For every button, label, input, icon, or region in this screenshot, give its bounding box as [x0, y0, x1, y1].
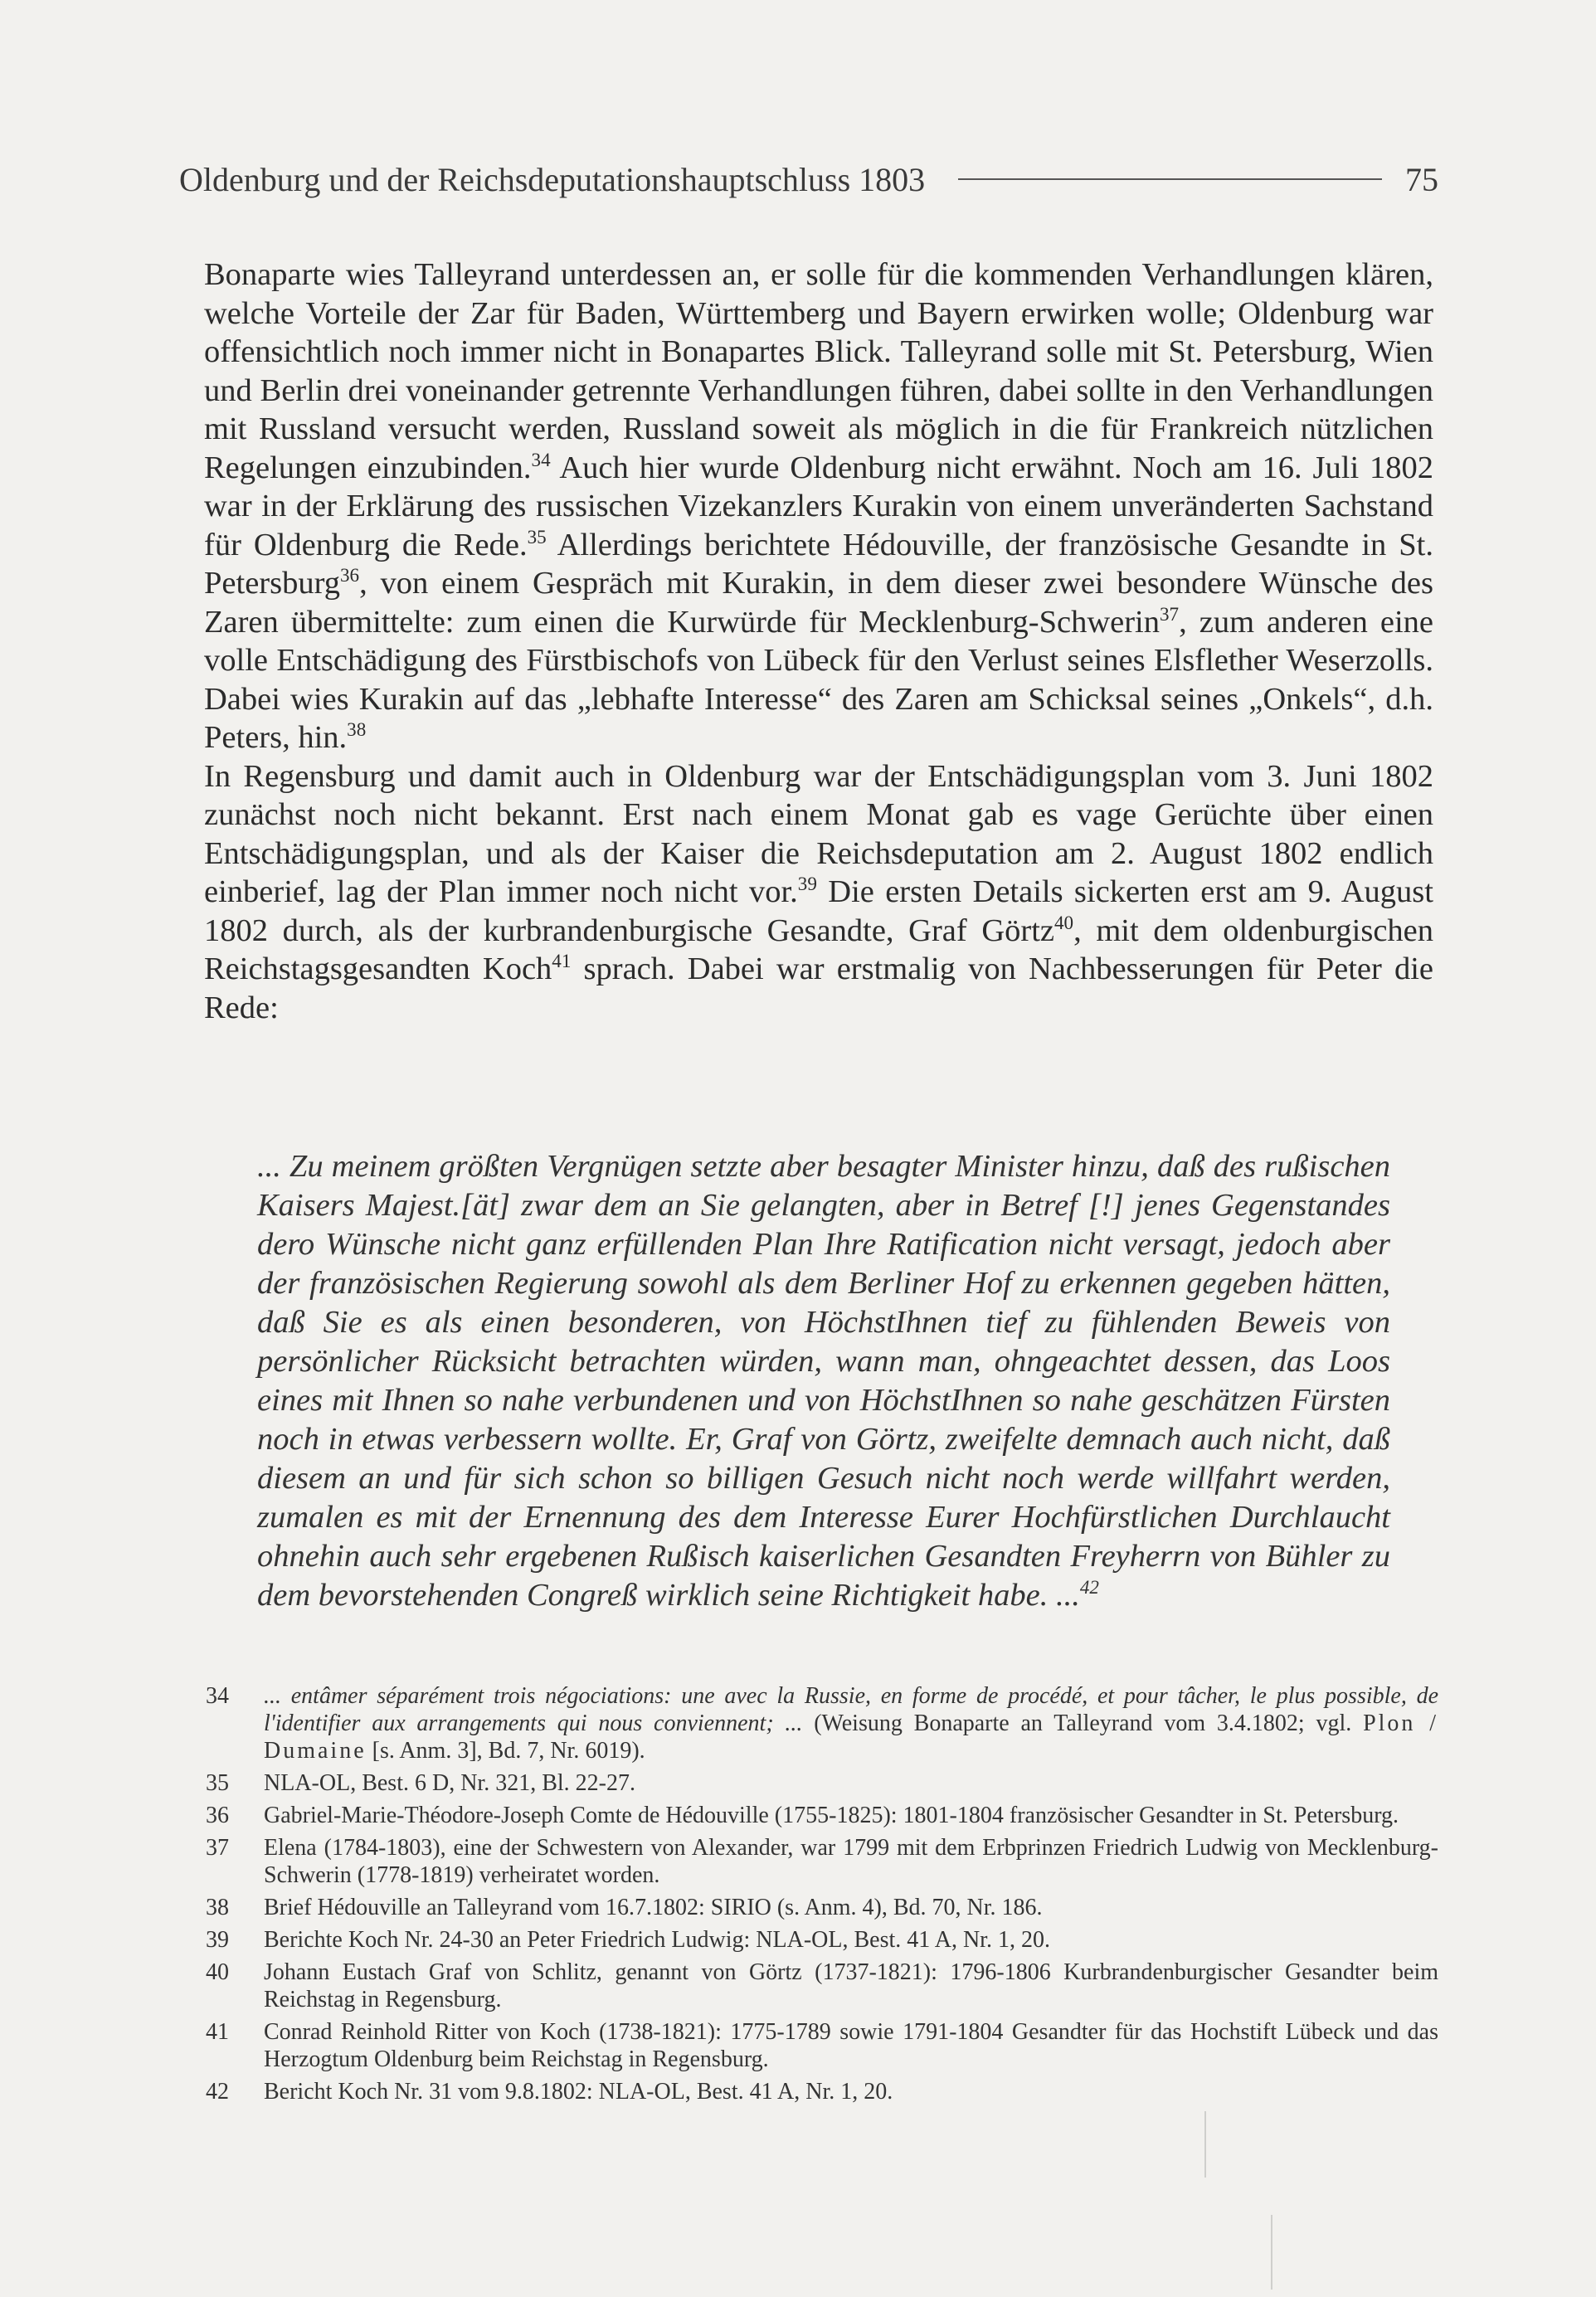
footnote-text: Elena (1784-1803), eine der Schwestern von Alexander, war 1799 mit dem Erbprinzen Friedrich Ludwig von Mecklenburg-Schwerin (1778-1819) verheiratet worden.: [264, 1835, 1438, 1888]
footnote-text: ... entâmer séparément trois négociations: une avec la Russie, en forme de procédé, et pour tâcher, le plus possible, de l'identifier aux arrangements qui nous conviennent; ... (Weisung Bonaparte an Talleyrand vom 3.4.1802; vgl. Plon / Dumaine [s. Anm. 3], Bd. 7, Nr. 6019).: [264, 1683, 1438, 1764]
footnote-text: Bericht Koch Nr. 31 vom 9.8.1802: NLA-OL, Best. 41 A, Nr. 1, 20.: [264, 2079, 893, 2105]
footnote-ref-37[interactable]: 37: [1160, 602, 1180, 625]
footnote-number: 39: [206, 1927, 229, 1953]
footnote-ref-41[interactable]: 41: [552, 950, 572, 972]
footnote-ref-35[interactable]: 35: [527, 525, 547, 547]
paragraph: In Regensburg und damit auch in Oldenburg war der Entschädigungsplan vom 3. Juni 1802 zunächst noch nicht bekannt. Erst nach einem Monat gab es vage Gerüchte über einen Entschädigungsplan, und als der Kaiser die Reichsdeputation am 2. August 1802 endlich einberief, lag der Plan immer noch nicht vor.$^{39}$ Die ersten Details sickerten erst am 9. August 1802 durch, als der kurbrandenburgische Gesandte, Graf Görtz$^{40}$, mit dem oldenburgischen Reichstagsgesandten Koch$^{41}$ sprach. Dabei war erstmalig von Nachbesserungen für Peter die Rede:: [204, 758, 1434, 1025]
footnotes: [206, 1682, 1438, 2110]
footnote-text: NLA-OL, Best. 6 D, Nr. 321, Bl. 22-27.: [264, 1770, 635, 1796]
paragraph: Bonaparte wies Talleyrand unterdessen an, er solle für die kommenden Verhandlungen klären, welche Vorteile der Zar für Baden, Württemberg und Bayern erwirken wolle; Oldenburg war offensichtlich noch immer nicht in Bonapartes Blick. Talleyrand solle mit St. Petersburg, Wien und Berlin drei voneinander getrennte Verhandlungen führen, dabei sollte in den Verhandlungen mit Russland versucht werden, Russland soweit als möglich in die für Frankreich nützlichen Regelungen einzubinden.$^{34}$ Auch hier wurde Oldenburg nicht erwähnt. Noch am 16. Juli 1802 war in der Erklärung des russischen Vizekanzlers Kurakin von einem unveränderten Sachstand für Oldenburg die Rede.$^{35}$ Allerdings berichtete Hédouville, der französische Gesandte in St. Petersburg$^{36}$, von einem Gespräch mit Kurakin, in dem dieser zwei besondere Wünsche des Zaren übermittelte: zum einen die Kurwürde für Mecklenburg-Schwerin$^{37}$, zum anderen eine volle Entschädigung des Fürstbischofs von Lübeck für den Verlust seines Elsflether Weserzolls. Dabei wies Kurakin auf das „lebhafte Interesse“ des Zaren am Schicksal seines „Onkels“, d.h. Peters, hin.$^{38}$: [204, 257, 1433, 755]
footnote-text: Berichte Koch Nr. 24-30 an Peter Friedrich Ludwig: NLA-OL, Best. 41 A, Nr. 1, 20.: [264, 1927, 1050, 1953]
footnote: [206, 2078, 1438, 2105]
footnote-number: 36: [206, 1803, 229, 1828]
footnote-number: 35: [206, 1770, 229, 1796]
footnote-number: 41: [206, 2019, 229, 2045]
block-quote: ... Zu meinem größten Vergnügen setzte aber besagter Minister hinzu, daß des rußischen Kaisers Majest.[ät] zwar dem an Sie gelangten, aber in Betref [!] jenes Gegenstandes dero Wünsche nicht ganz erfüllenden Plan Ihre Ratification nicht versagt, jedoch aber der französischen Regierung sowohl als dem Berliner Hof zu erkennen gegeben hätten, daß Sie es als einen besonderen, von HöchstIhnen tief zu fühlenden Beweis von persönlicher Rücksicht betrachten würden, wann man, ohngeachtet dessen, das Loos eines mit Ihnen so nahe verbundenen und von HöchstIhnen so nahe geschätzen Fürsten noch in etwas verbessern wollte. Er, Graf von Görtz, zweifelte demnach auch nicht, daß diesem an und für sich schon so billigen Gesuch nicht noch werde willfahrt werden, zumalen es mit der Ernennung des dem Interesse Eurer Hochfürstlichen Durchlaucht ohnehin auch sehr ergebenen Rußisch kaiserlichen Gesandten Freyherrn von Bühler zu dem bevorstehenden Congreß wirklich seine Richtigkeit habe. ...$^{42}$: [257, 1149, 1390, 1613]
footnote-number: 42: [206, 2079, 229, 2105]
footnote-number: 38: [206, 1895, 229, 1920]
footnote-number: 34: [206, 1683, 229, 1709]
footnote-number: 40: [206, 1959, 229, 1985]
footnote-text: Brief Hédouville an Talleyrand vom 16.7.1802: SIRIO (s. Anm. 4), Bd. 70, Nr. 186.: [264, 1895, 1043, 1920]
footnote: [206, 2018, 1438, 2073]
footnote-ref-39[interactable]: 39: [797, 873, 817, 895]
main-text: [204, 255, 1433, 1027]
scan-artifact-line: [1271, 2215, 1272, 2290]
footnote-text: Gabriel-Marie-Théodore-Joseph Comte de Hédouville (1755-1825): 1801-1804 französischer Gesandter in St. Petersburg.: [264, 1803, 1399, 1828]
footnote-ref-40[interactable]: 40: [1054, 911, 1074, 933]
running-head-rule: [958, 178, 1382, 180]
footnote-text: Conrad Reinhold Ritter von Koch (1738-1821): 1775-1789 sowie 1791-1804 Gesandter für das Hochstift Lübeck und das Herzogtum Oldenburg beim Reichstag in Regensburg.: [264, 2019, 1438, 2072]
page-number: 75: [1405, 160, 1438, 198]
footnote-ref-34[interactable]: 34: [531, 448, 551, 470]
footnote: [206, 1682, 1438, 1764]
footnote-ref-36[interactable]: 36: [339, 564, 360, 586]
footnote-text: Johann Eustach Graf von Schlitz, genannt von Görtz (1737-1821): 1796-1806 Kurbrandenburgischer Gesandter beim Reichstag in Regensburg.: [264, 1959, 1438, 2012]
footnote: [206, 1769, 1438, 1797]
footnote: [206, 1926, 1438, 1954]
footnote: [206, 1802, 1438, 1829]
footnote: [206, 1894, 1438, 1921]
footnote-ref-42[interactable]: 42: [1079, 1576, 1099, 1599]
footnote-ref-38[interactable]: 38: [347, 718, 367, 741]
footnote: [206, 1959, 1438, 2013]
footnote-number: 37: [206, 1835, 229, 1861]
running-head: [179, 154, 1438, 204]
scan-artifact-line: [1204, 2111, 1206, 2178]
footnote: [206, 1834, 1438, 1889]
running-head-title: Oldenburg und der Reichsdeputationshauptschluss 1803: [179, 160, 926, 198]
